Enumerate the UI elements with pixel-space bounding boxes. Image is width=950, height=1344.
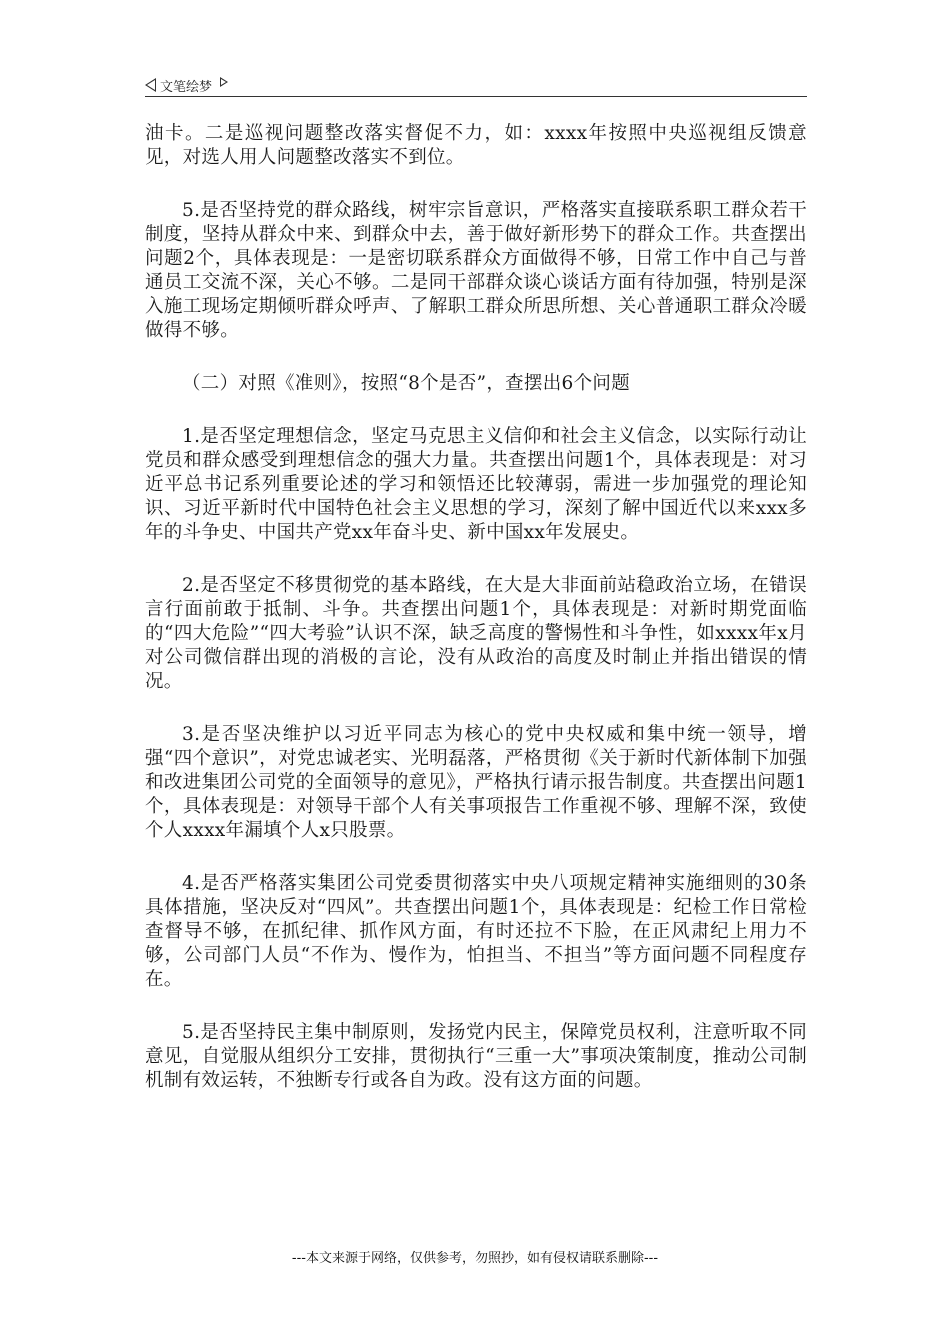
paragraph-item-3-authority: 3.是否坚决维护以习近平同志为核心的党中央权威和集中统一领导，增强“四个意识”，对党忠诚老实、光明磊落，严格贯彻《关于新时代新体制下加强和改进集团公司党的全面领导的意见》，严格执行请示报告制度。共查摆出问题1个，具体表现是：对领导干部个人有关事项报告工作重视不够、理解不深，致使个人xxxx年漏填个人x只股票。 bbox=[145, 724, 807, 841]
paragraph-continuation: 油卡。二是巡视问题整改落实督促不力，如：xxxx年按照中央巡视组反馈意见，对选人用人问题整改落实不到位。 bbox=[145, 123, 807, 168]
page-footer-notice: ---本文来源于网络，仅供参考，勿照抄，如有侵权请联系删除--- bbox=[291, 1251, 659, 1266]
paragraph-item-2-basic-line: 2.是否坚定不移贯彻党的基本路线，在大是大非面前站稳政治立场，在错误言行面前敢于抵制、斗争。共查摆出问题1个，具体表现是：对新时期党面临的“四大危险”“四大考验”认识不深，缺乏高度的警惕性和斗争性，如xxxx年x月对公司微信群出现的消极的言论，没有从政治的高度及时制止并指出错误的情况。 bbox=[145, 575, 807, 692]
paragraph-item-5-democracy: 5.是否坚持民主集中制原则，发扬党内民主，保障党员权利，注意听取不同意见，自觉服从组织分工安排，贯彻执行“三重一大”事项决策制度，推动公司制机制有效运转，不独断专行或各自为政。没有这方面的问题。 bbox=[145, 1022, 807, 1091]
triangle-right-icon bbox=[220, 77, 228, 87]
page-header bbox=[145, 74, 807, 97]
brand-name: 文笔绘梦 bbox=[160, 79, 213, 95]
triangle-left-icon bbox=[145, 78, 156, 92]
section-heading: （二）对照《准则》，按照“8个是否”，查摆出6个问题 bbox=[182, 373, 631, 394]
paragraph-item-1-ideals: 1.是否坚定理想信念，坚定马克思主义信仰和社会主义信念，以实际行动让党员和群众感受到理想信念的强大力量。共查摆出问题1个，具体表现是：对习近平总书记系列重要论述的学习和领悟还比较薄弱，需进一步加强党的理论知识、习近平新时代中国特色社会主义思想的学习，深刻了解中国近代以来xxx多年的斗争史、中国共产党xx年奋斗史、新中国xx年发展史。 bbox=[145, 426, 807, 543]
document-body bbox=[145, 122, 807, 1122]
paragraph-item-4-eight-rules: 4.是否严格落实集团公司党委贯彻落实中央八项规定精神实施细则的30条具体措施，坚决反对“四风”。共查摆出问题1个，具体表现是：纪检工作日常检查督导不够，在抓纪律、抓作风方面，有时还拉不下脸，在正风肃纪上用力不够，公司部门人员“不作为、慢作为，怕担当、不担当”等方面问题不同程度存在。 bbox=[145, 873, 807, 990]
paragraph-item-5-mass-line: 5.是否坚持党的群众路线，树牢宗旨意识，严格落实直接联系职工群众若干制度，坚持从群众中来、到群众中去，善于做好新形势下的群众工作。共查摆出问题2个，具体表现是：一是密切联系群众方面做得不够，日常工作中自己与普通员工交流不深，关心不够。二是同干部群众谈心谈话方面有待加强，特别是深入施工现场定期倾听群众呼声、了解职工群众所思所想、关心普通职工群众冷暖做得不够。 bbox=[145, 200, 807, 341]
